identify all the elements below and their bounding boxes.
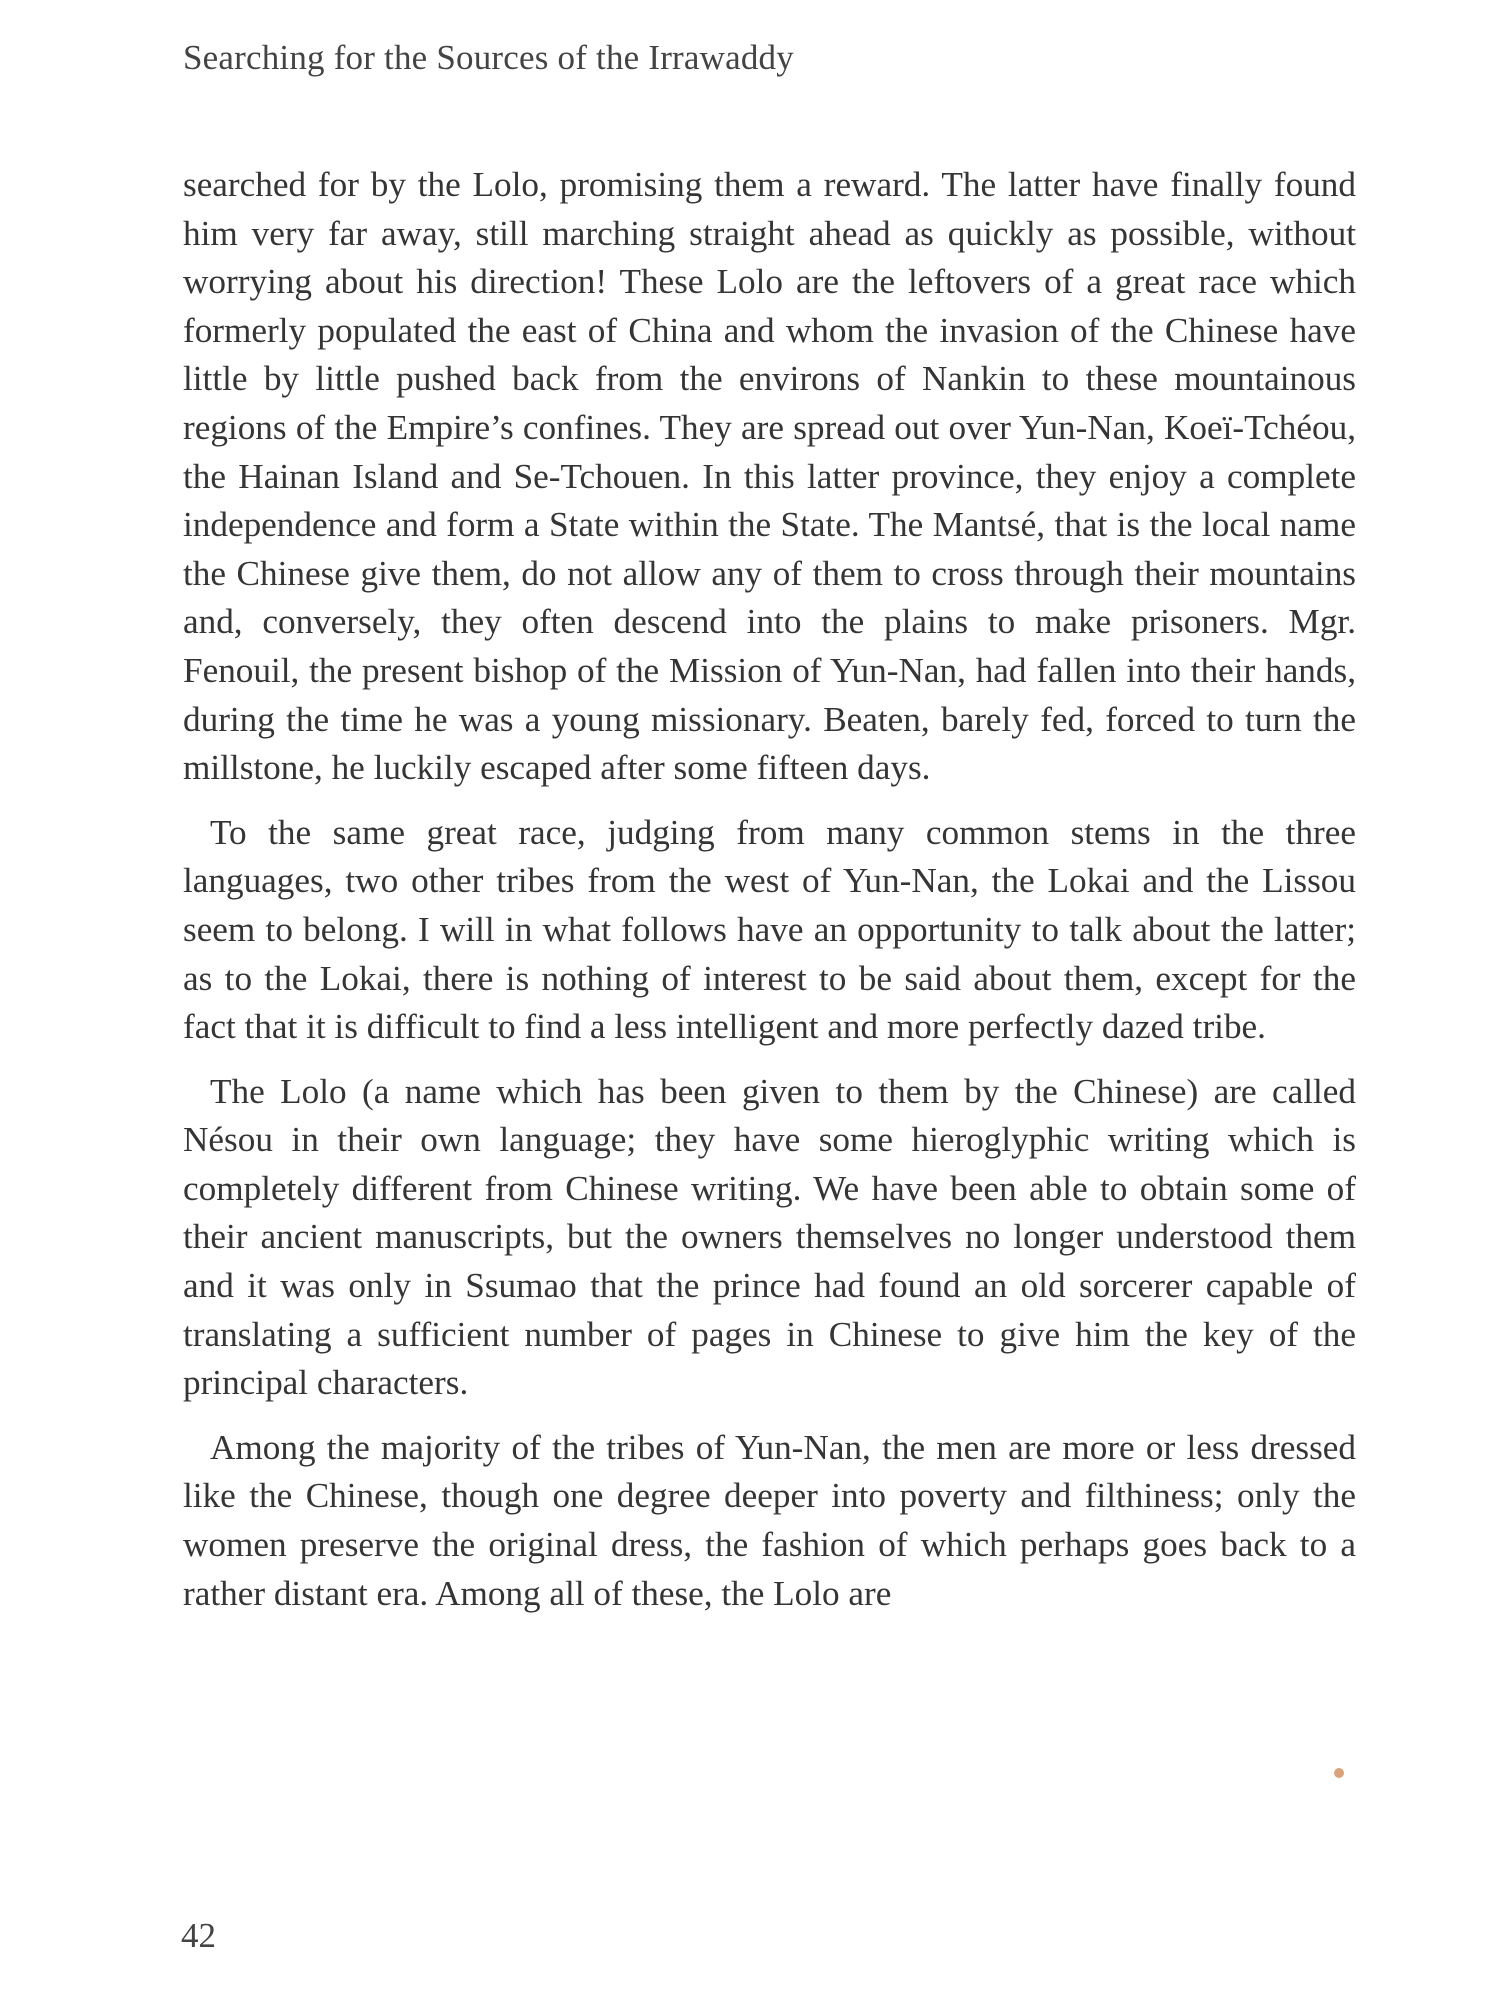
page-number: 42 (181, 1916, 216, 1955)
paragraph-continued: searched for by the Lolo, promising them a reward. The latter have finally found him very far away, still marching straight ahead as quickly as possible, without worrying about his direction! These Lolo are the leftovers of a great race which formerly populated the east of China and whom the invasion of the Chinese have little by little pushed back from the environs of Nankin to these mountainous regions of the Empire’s confines. They are spread out over Yun-Nan, Koeï-Tchéou, the Hainan Island and Se-Tchouen. In this latter province, they enjoy a complete independence and form a State within the State. The Mantsé, that is the local name the Chinese give them, do not allow any of them to cross through their mountains and, conversely, they often descend into the plains to make prisoners. Mgr. Fenouil, the present bishop of the Mission of Yun-Nan, had fallen into their hands, during the time he was a young missionary. Beaten, barely fed, forced to turn the millstone, he luckily escaped after some fifteen days. (183, 165, 1356, 788)
paragraph: Among the majority of the tribes of Yun-Nan, the men are more or less dressed like the Chinese, though one degree deeper into poverty and filthiness; only the women preserve the original dress, the fashion of which perhaps goes back to a rather distant era. Among all of these, the Lolo are (183, 1427, 1356, 1613)
running-header: Searching for the Sources of the Irrawaddy (183, 38, 794, 77)
ink-speck (1334, 1768, 1344, 1778)
paragraph: The Lolo (a name which has been given to them by the Chinese) are called Nésou in their own language; they have some hieroglyphic writing which is completely different from Chinese writing. We have been able to obtain some of their ancient manuscripts, but the owners themselves no longer understood them and it was only in Ssumao that the prince had found an old sorcerer capable of translating a sufficient number of pages in Chinese to give him the key of the principal characters. (183, 1071, 1356, 1403)
body-text (183, 161, 1356, 1634)
paragraph: To the same great race, judging from many common stems in the three languages, two other tribes from the west of Yun-Nan, the Lokai and the Lissou seem to belong. I will in what follows have an opportunity to talk about the latter; as to the Lokai, there is nothing of interest to be said about them, except for the fact that it is difficult to find a less intelligent and more perfectly dazed tribe. (183, 812, 1356, 1047)
